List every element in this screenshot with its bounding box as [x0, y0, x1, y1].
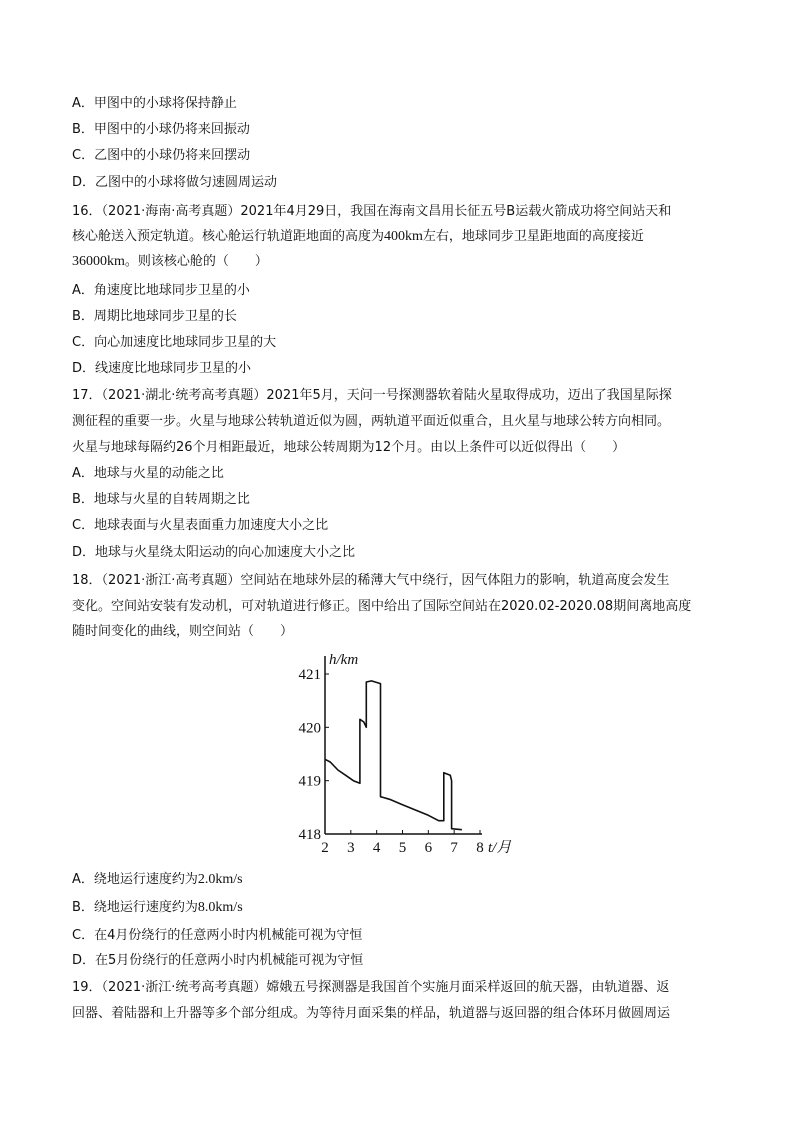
x-tick-label: 2 [321, 840, 329, 856]
altitude-series-line [325, 681, 462, 830]
y-tick-label: 419 [298, 773, 321, 790]
x-axis-label: t/月 [488, 840, 512, 856]
q16-option-a: A．角速度比地球同步卫星的小 [72, 283, 250, 298]
q18-option-a-text: A．绕地运行速度约为 [72, 872, 198, 887]
q19-stem-line2: 回器、着陆器和上升器等多个部分组成。为等待月面采集的样品，轨道器与返回器的组合体环月做圆周运 [72, 1006, 671, 1021]
q16-sync-altitude-value: 36000km [72, 254, 125, 269]
q17-stem-line2: 测征程的重要一步。火星与地球公转轨道近似为圆，两轨道平面近似重合，且火星与地球公转方向相同。 [72, 414, 671, 429]
q16-stem-line3 [72, 252, 268, 272]
chart-plot-layer [299, 652, 513, 856]
q16-stem-text: 。则该核心舱的（ ） [124, 254, 268, 269]
q18-stem-line3: 随时间变化的曲线，则空间站（ ） [72, 624, 294, 639]
q17-stem-line1: 17．（2021·湖北·统考高考真题）2021年5月，天问一号探测器软着陆火星取得成功，迈出了我国星际探 [72, 388, 672, 403]
q18-option-c: C．在4月份绕行的任意两小时内机械能可视为守恒 [72, 928, 363, 943]
q16-altitude-value: 400km [384, 229, 423, 244]
q16-stem-text: 左右，地球同步卫星距地面的高度接近 [422, 229, 644, 244]
q17-option-a: A．地球与火星的动能之比 [72, 466, 224, 481]
q18-stem-line2: 变化。空间站安装有发动机，可对轨道进行修正。图中给出了国际空间站在2020.02-2020.08期间离地高度 [72, 599, 692, 614]
q18-option-b-value: 8.0km/s [197, 900, 243, 915]
q15-option-a: A．甲图中的小球将保持静止 [72, 96, 237, 111]
y-tick-label: 418 [298, 827, 321, 843]
q18-option-d: D．在5月份绕行的任意两小时内机械能可视为守恒 [72, 953, 364, 968]
q16-stem-line1: 16．（2021·海南·高考真题）2021年4月29日，我国在海南文昌用长征五号B运载火箭成功将空间站天和 [72, 204, 672, 219]
q18-option-a-value: 2.0km/s [197, 872, 243, 887]
y-tick-label: 421 [298, 667, 321, 683]
x-tick-label: 6 [424, 840, 433, 856]
q17-option-d: D．地球与火星绕太阳运动的向心加速度大小之比 [72, 545, 356, 560]
q18-option-b [72, 898, 243, 918]
q16-stem-line2 [72, 227, 644, 247]
y-axis-label: h/km [329, 652, 359, 668]
x-tick-label: 3 [347, 840, 355, 856]
q15-option-d: D．乙图中的小球将做匀速圆周运动 [72, 175, 278, 190]
q15-option-b: B．甲图中的小球仍将来回振动 [72, 122, 250, 137]
q16-option-d: D．线速度比地球同步卫星的小 [72, 361, 252, 376]
q19-stem-line1: 19．（2021·浙江·统考高考真题）嫦娥五号探测器是我国首个实施月面采样返回的航天器，由轨道器、返 [72, 980, 670, 995]
q15-option-c: C．乙图中的小球仍将来回摆动 [72, 148, 251, 163]
q17-option-c: C．地球表面与火星表面重力加速度大小之比 [72, 518, 329, 533]
q18-option-a [72, 870, 243, 890]
altitude-chart [280, 636, 520, 866]
y-tick-label: 420 [298, 720, 321, 737]
q17-stem-line3: 火星与地球每隔约26个月相距最近，地球公转周期为12个月。由以上条件可以近似得出（ ） [72, 440, 626, 455]
q16-stem-text: 核心舱送入预定轨道。核心舱运行轨道距地面的高度为 [72, 229, 385, 244]
q18-option-b-text: B．绕地运行速度约为 [72, 900, 198, 915]
x-tick-label: 8 [476, 840, 484, 856]
x-tick-label: 5 [398, 840, 407, 856]
x-tick-label: 7 [450, 840, 458, 856]
q18-stem-line1: 18．（2021·浙江·高考真题）空间站在地球外层的稀薄大气中绕行，因气体阻力的影响，轨道高度会发生 [72, 573, 670, 588]
q16-option-b: B．周期比地球同步卫星的长 [72, 309, 237, 324]
q16-option-c: C．向心加速度比地球同步卫星的大 [72, 335, 277, 350]
q17-option-b: B．地球与火星的自转周期之比 [72, 492, 250, 507]
x-tick-label: 4 [372, 840, 381, 856]
